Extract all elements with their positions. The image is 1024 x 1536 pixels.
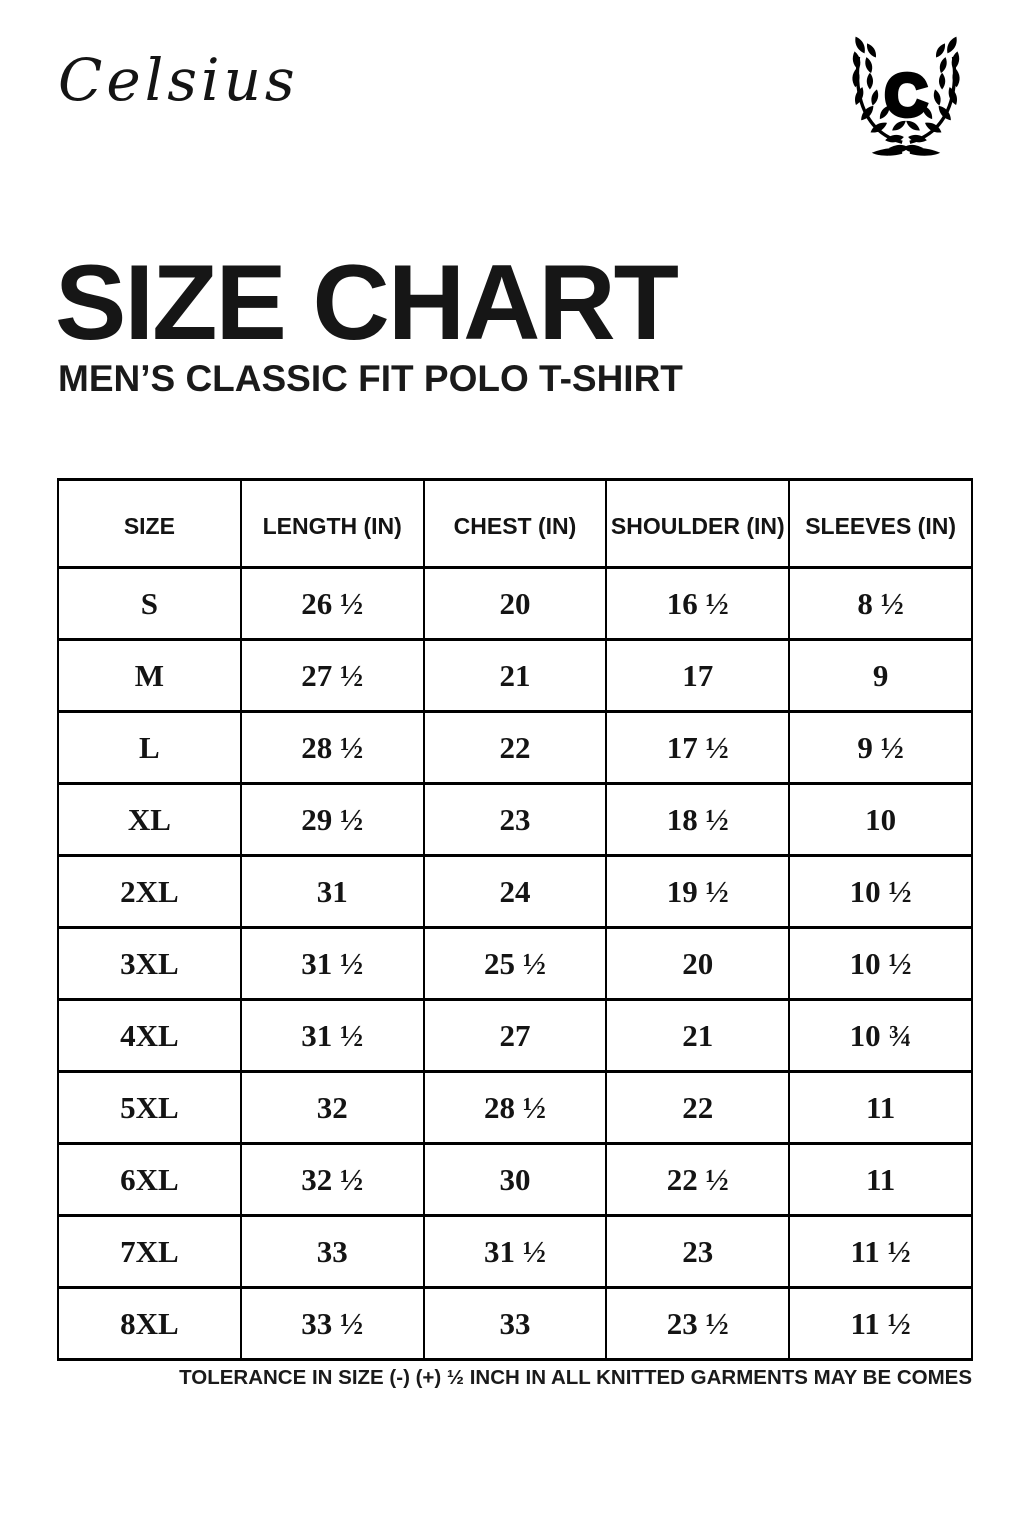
chest-cell: 25 ½	[424, 928, 607, 1000]
chest-cell: 31 ½	[424, 1216, 607, 1288]
sleeves-cell: 11	[789, 1144, 972, 1216]
sleeves-cell: 10 ½	[789, 928, 972, 1000]
table-row	[58, 784, 972, 856]
size-cell: 3XL	[58, 928, 241, 1000]
size-cell: 5XL	[58, 1072, 241, 1144]
sleeves-cell: 8 ½	[789, 568, 972, 640]
chest-cell: 33	[424, 1288, 607, 1360]
chest-cell: 30	[424, 1144, 607, 1216]
shoulder-cell: 23	[606, 1216, 789, 1288]
table-row	[58, 928, 972, 1000]
length-cell: 29 ½	[241, 784, 424, 856]
length-cell: 27 ½	[241, 640, 424, 712]
page-title: SIZE CHART	[55, 242, 677, 362]
column-header: SHOULDER (IN)	[606, 480, 789, 568]
size-cell: XL	[58, 784, 241, 856]
chest-cell: 21	[424, 640, 607, 712]
size-cell: 4XL	[58, 1000, 241, 1072]
shoulder-cell: 20	[606, 928, 789, 1000]
length-cell: 28 ½	[241, 712, 424, 784]
table-row	[58, 1000, 972, 1072]
size-cell: 7XL	[58, 1216, 241, 1288]
length-cell: 33 ½	[241, 1288, 424, 1360]
length-cell: 32 ½	[241, 1144, 424, 1216]
length-cell: 31	[241, 856, 424, 928]
table-row	[58, 568, 972, 640]
table-row	[58, 712, 972, 784]
shoulder-cell: 17	[606, 640, 789, 712]
table-row	[58, 1144, 972, 1216]
page-subtitle: MEN’S CLASSIC FIT POLO T-SHIRT	[58, 358, 683, 399]
sleeves-cell: 10 ½	[789, 856, 972, 928]
length-cell: 31 ½	[241, 1000, 424, 1072]
size-cell: S	[58, 568, 241, 640]
sleeves-cell: 9	[789, 640, 972, 712]
tolerance-note: TOLERANCE IN SIZE (-) (+) ½ INCH IN ALL KNITTED GARMENTS MAY BE COMES	[179, 1366, 972, 1389]
size-cell: 6XL	[58, 1144, 241, 1216]
chest-cell: 22	[424, 712, 607, 784]
shoulder-cell: 22	[606, 1072, 789, 1144]
shoulder-cell: 21	[606, 1000, 789, 1072]
size-cell: 2XL	[58, 856, 241, 928]
shoulder-cell: 17 ½	[606, 712, 789, 784]
chest-cell: 23	[424, 784, 607, 856]
shoulder-cell: 23 ½	[606, 1288, 789, 1360]
shoulder-cell: 18 ½	[606, 784, 789, 856]
shoulder-cell: 16 ½	[606, 568, 789, 640]
size-cell: L	[58, 712, 241, 784]
shoulder-cell: 22 ½	[606, 1144, 789, 1216]
laurel-wreath-icon	[830, 22, 982, 160]
table-row	[58, 856, 972, 928]
sleeves-cell: 11 ½	[789, 1216, 972, 1288]
chest-cell: 27	[424, 1000, 607, 1072]
sleeves-cell: 10	[789, 784, 972, 856]
laurel-ribbon	[872, 145, 940, 156]
column-header: SLEEVES (IN)	[789, 480, 972, 568]
size-cell: M	[58, 640, 241, 712]
column-header: CHEST (IN)	[424, 480, 607, 568]
table-row	[58, 1072, 972, 1144]
sleeves-cell: 11	[789, 1072, 972, 1144]
sleeves-cell: 10 ¾	[789, 1000, 972, 1072]
sleeves-cell: 9 ½	[789, 712, 972, 784]
table-row	[58, 1288, 972, 1360]
size-table-container	[57, 478, 973, 1361]
sleeves-cell: 11 ½	[789, 1288, 972, 1360]
column-header: LENGTH (IN)	[241, 480, 424, 568]
table-row	[58, 1216, 972, 1288]
length-cell: 31 ½	[241, 928, 424, 1000]
shoulder-cell: 19 ½	[606, 856, 789, 928]
logo-letter: C	[884, 63, 928, 129]
chest-cell: 20	[424, 568, 607, 640]
chest-cell: 24	[424, 856, 607, 928]
length-cell: 33	[241, 1216, 424, 1288]
size-cell: 8XL	[58, 1288, 241, 1360]
length-cell: 26 ½	[241, 568, 424, 640]
table-header-row	[58, 480, 972, 568]
column-header: SIZE	[58, 480, 241, 568]
length-cell: 32	[241, 1072, 424, 1144]
table-row	[58, 640, 972, 712]
brand-wordmark: Celsius	[58, 46, 299, 114]
size-chart-table	[57, 478, 973, 1361]
brand-logo	[830, 22, 982, 160]
chest-cell: 28 ½	[424, 1072, 607, 1144]
